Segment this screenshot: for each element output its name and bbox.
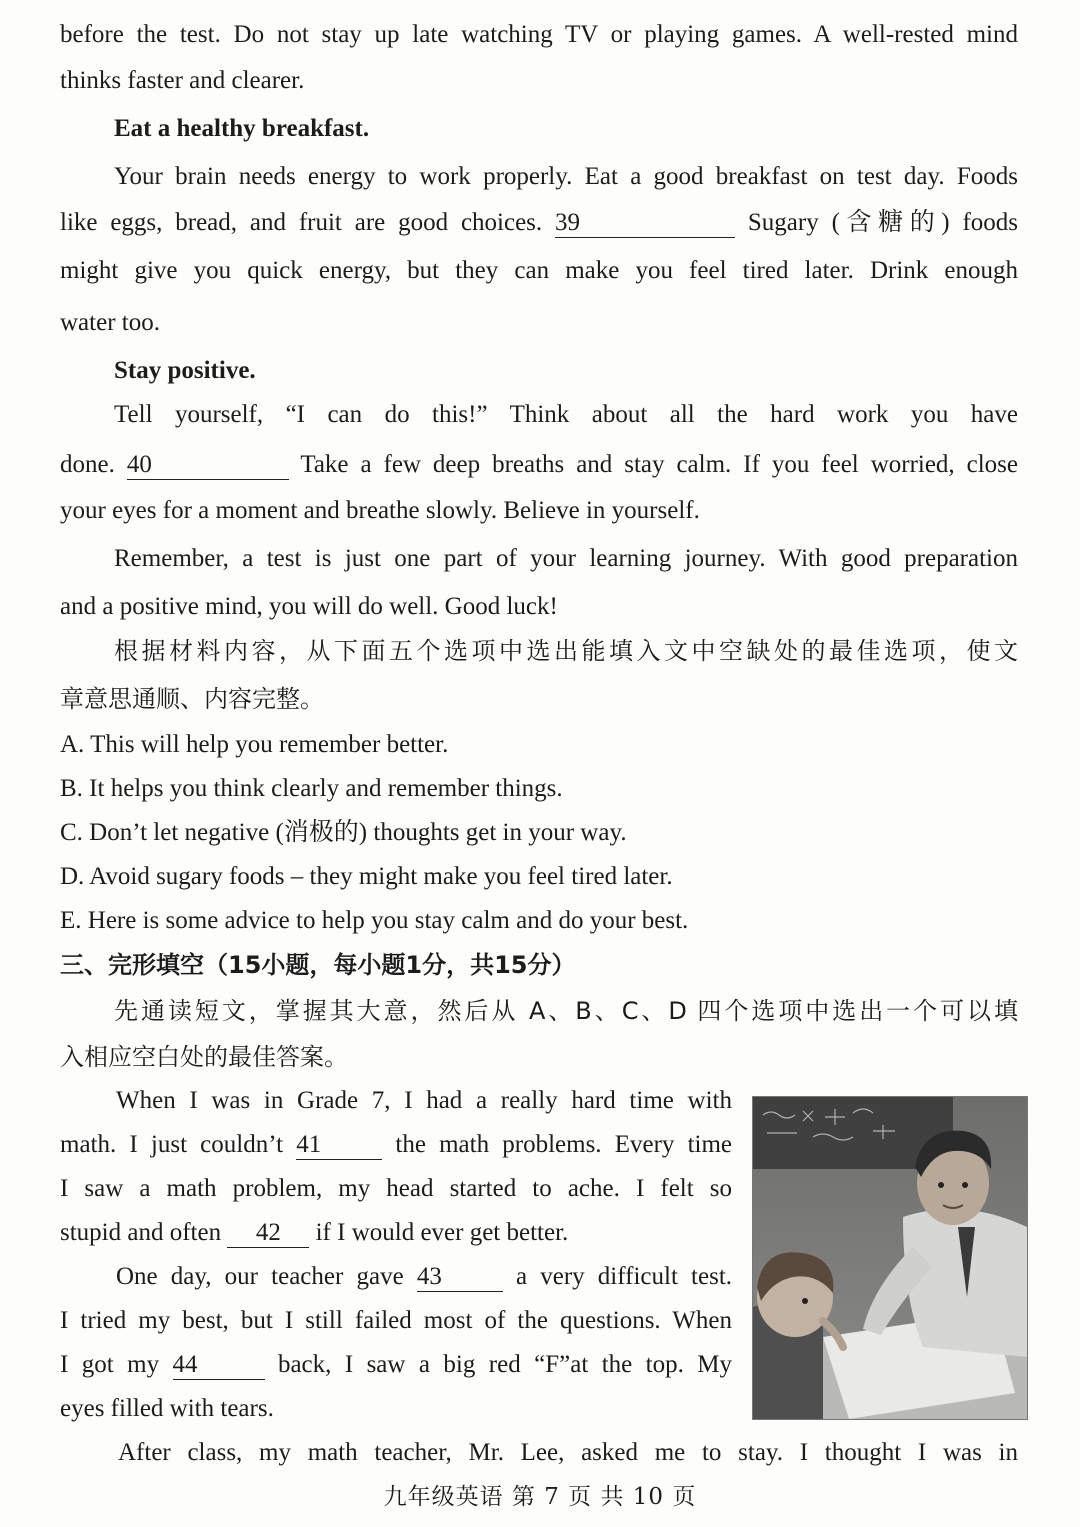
section-heading-positive: Stay positive. (114, 357, 256, 384)
section-title: 三、完形填空（15小题，每小题1分，共15分） (60, 951, 576, 979)
answer-blank-39[interactable]: 39 (555, 209, 735, 238)
option-b: B. It helps you think clearly and remember things. (60, 775, 563, 802)
text-fragment: math. I just couldn’t (60, 1131, 284, 1158)
teacher-student-illustration (752, 1096, 1028, 1420)
story-line: When I was in Grade 7, I had a really hard time with (116, 1087, 732, 1114)
text-fragment: the math problems. Every time (395, 1131, 733, 1158)
page-footer: 九年级英语 第 7 页 共 10 页 (383, 1484, 697, 1510)
story-line-with-blank (60, 1348, 732, 1382)
story-line-with-blank (60, 1216, 732, 1250)
answer-blank-44[interactable]: 44 (173, 1351, 265, 1380)
passage-line: Remember, a test is just one part of your learning journey. With good preparation (114, 545, 1018, 572)
passage-line: before the test. Do not stay up late watching TV or playing games. A well-rested mind (60, 21, 1018, 48)
answer-blank-40[interactable]: 40 (127, 451, 289, 480)
text-fragment: a very difficult test. (515, 1263, 733, 1290)
instruction-line: 章意思通顺、内容完整。 (60, 685, 324, 713)
instruction-line: 先通读短文，掌握其大意，然后从 A、B、C、D 四个选项中选出一个可以填 (114, 997, 1018, 1025)
text-fragment: Take a few deep breaths and stay calm. If you feel worried, close (300, 451, 1018, 478)
passage-line: and a positive mind, you will do well. Good luck! (60, 593, 558, 620)
passage-line-with-blank (60, 206, 1018, 240)
text-fragment: like eggs, bread, and fruit are good choices. (60, 209, 543, 236)
option-c: C. Don’t let negative (消极的) thoughts get in your way. (60, 819, 627, 846)
option-d: D. Avoid sugary foods – they might make you feel tired later. (60, 863, 673, 890)
passage-line-with-blank (60, 448, 1018, 482)
instruction-line: 根据材料内容，从下面五个选项中选出能填入文中空缺处的最佳选项，使文 (114, 637, 1018, 665)
answer-blank-43[interactable]: 43 (417, 1263, 503, 1292)
passage-line: Tell yourself, “I can do this!” Think about all the hard work you have (114, 401, 1018, 428)
story-line-with-blank (116, 1260, 732, 1294)
option-a: A. This will help you remember better. (60, 731, 449, 758)
story-line: After class, my math teacher, Mr. Lee, asked me to stay. I thought I was in (118, 1439, 1018, 1466)
passage-line: Your brain needs energy to work properly. Eat a good breakfast on test day. Foods (114, 163, 1018, 190)
answer-blank-42[interactable]: 42 (227, 1219, 309, 1248)
passage-line: your eyes for a moment and breathe slowly. Believe in yourself. (60, 497, 700, 524)
text-fragment: if I would ever get better. (315, 1219, 569, 1246)
passage-line: water too. (60, 309, 160, 336)
story-line: eyes filled with tears. (60, 1395, 274, 1422)
text-fragment: stupid and often (60, 1219, 222, 1246)
text-fragment: done. (60, 451, 115, 478)
text-fragment: One day, our teacher gave (116, 1263, 404, 1290)
text-fragment: I got my (60, 1351, 160, 1378)
passage-line: might give you quick energy, but they can make you feel tired later. Drink enough (60, 257, 1018, 284)
story-line: I tried my best, but I still failed most of the questions. When (60, 1307, 732, 1334)
answer-blank-41[interactable]: 41 (296, 1131, 382, 1160)
section-heading-breakfast: Eat a healthy breakfast. (114, 115, 370, 142)
option-e: E. Here is some advice to help you stay calm and do your best. (60, 907, 689, 934)
illustration-drawing (753, 1097, 1027, 1419)
instruction-line: 入相应空白处的最佳答案。 (60, 1043, 348, 1071)
text-fragment: Sugary (含糖的) foods (747, 209, 1019, 236)
story-line: I saw a math problem, my head started to ache. I felt so (60, 1175, 732, 1202)
story-line-with-blank (60, 1128, 732, 1162)
passage-line: thinks faster and clearer. (60, 67, 305, 94)
text-fragment: back, I saw a big red “F”at the top. My (277, 1351, 733, 1378)
